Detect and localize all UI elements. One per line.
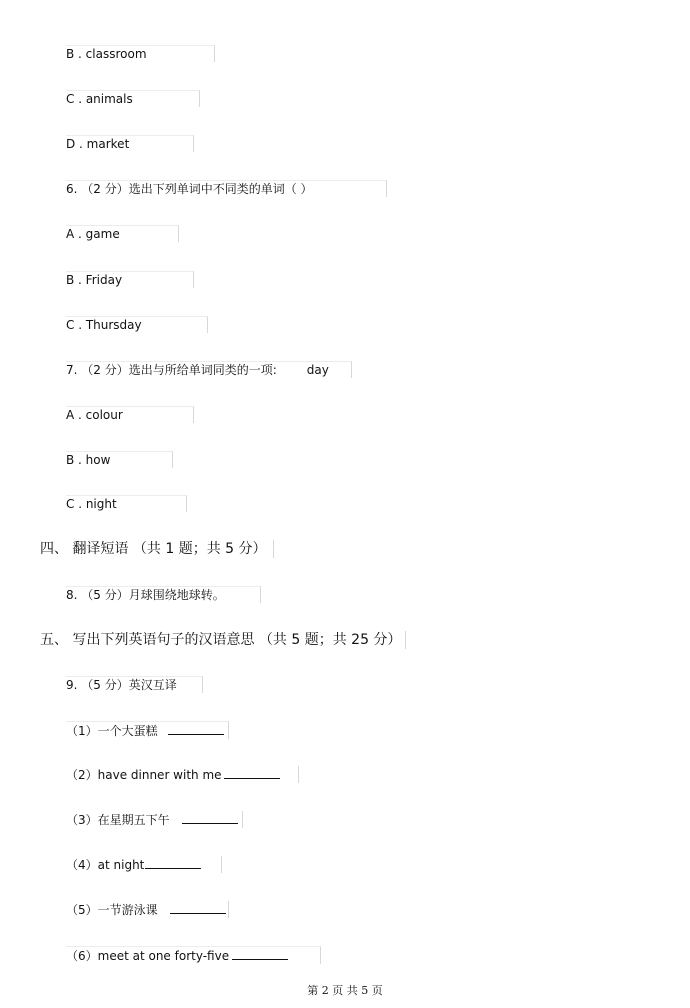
item-text: （1）一个大蛋糕 (66, 724, 158, 738)
item-text: （3）在星期五下午 (66, 813, 170, 827)
question-stem: 9. （5 分）英汉互译 (66, 678, 177, 692)
question-6 (66, 180, 387, 197)
option-text: D . market (66, 137, 130, 151)
question-9 (66, 676, 203, 693)
option-text: C . night (66, 497, 117, 511)
option-text: B . Friday (66, 273, 123, 287)
given-word: day (306, 363, 329, 377)
item-text: （2）have dinner with me (66, 768, 222, 782)
section-4-title (40, 540, 274, 558)
q5-option-c (66, 90, 200, 107)
q6-option-a (66, 225, 179, 242)
question-stem: 6. （2 分）选出下列单词中不同类的单词（ ） (66, 182, 313, 196)
section-title-text: 四、 翻译短语 （共 1 题；共 5 分） (40, 541, 267, 557)
item-text: （4）at night (66, 858, 145, 872)
answer-blank[interactable] (168, 722, 224, 735)
option-text: B . classroom (66, 47, 147, 61)
q5-option-d (66, 135, 194, 152)
question-8 (66, 586, 261, 603)
option-text: B . how (66, 453, 111, 467)
q7-option-b (66, 451, 173, 468)
q9-item-5 (66, 901, 229, 918)
question-stem: 7. （2 分）选出与所给单词同类的一项: (66, 363, 277, 377)
answer-blank[interactable] (170, 901, 226, 914)
q6-option-b (66, 271, 194, 288)
option-text: A . colour (66, 408, 123, 422)
q6-option-c (66, 316, 208, 333)
item-text: （5）一节游泳课 (66, 903, 158, 917)
section-5-title (40, 631, 406, 649)
answer-blank[interactable] (182, 811, 238, 824)
question-stem: 8. （5 分）月球围绕地球转。 (66, 588, 225, 602)
q9-item-6 (66, 946, 321, 964)
q7-option-a (66, 406, 194, 423)
answer-blank[interactable] (224, 766, 280, 779)
section-title-text: 五、 写出下列英语句子的汉语意思 （共 5 题；共 25 分） (40, 632, 402, 648)
option-text: C . animals (66, 92, 133, 106)
q5-option-b (66, 45, 215, 62)
answer-blank[interactable] (145, 856, 201, 869)
q9-item-4 (66, 856, 222, 873)
q9-item-1 (66, 721, 229, 739)
q9-item-3 (66, 811, 243, 828)
question-7 (66, 361, 352, 378)
answer-blank[interactable] (232, 947, 288, 960)
q7-option-c (66, 495, 187, 512)
item-text: （6）meet at one forty-five (66, 949, 230, 963)
q9-item-2 (66, 766, 299, 783)
option-text: C . Thursday (66, 318, 142, 332)
option-text: A . game (66, 227, 120, 241)
page-footer: 第 2 页 共 5 页 (307, 984, 383, 997)
